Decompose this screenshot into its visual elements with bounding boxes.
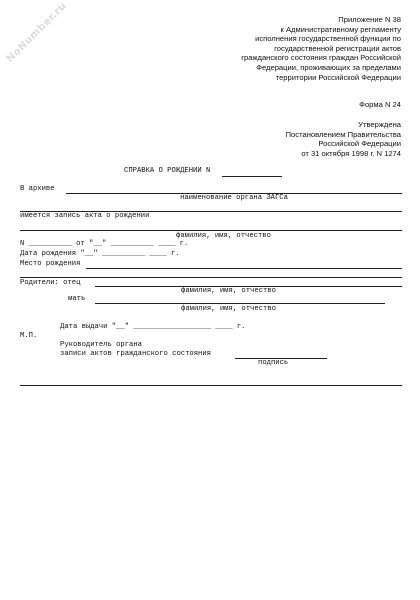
record-number-row: N __________ от "__" __________ ____ г. <box>20 240 189 248</box>
birth-place-line-2 <box>20 277 402 278</box>
name-line <box>20 230 402 231</box>
certificate-title: СПРАВКА О РОЖДЕНИИ N <box>124 167 211 175</box>
head-line-1: Руководитель органа <box>60 341 142 349</box>
father-caption: фамилия, имя, отчество <box>181 287 276 295</box>
form-number: Форма N 24 <box>359 100 401 109</box>
certificate-number-line <box>222 176 282 177</box>
archive-label: В архиве <box>20 185 55 193</box>
mother-line <box>95 303 385 304</box>
mother-caption: фамилия, имя, отчество <box>181 305 276 313</box>
bottom-rule <box>20 385 402 386</box>
archive-caption: наименование органа ЗАГСа <box>180 194 288 202</box>
approval-line: от 31 октября 1998 г. N 1274 <box>301 148 401 158</box>
appendix-line: к Административному регламенту <box>280 24 401 34</box>
appendix-line: Федерации, проживающих за пределами <box>256 62 401 72</box>
appendix-line: Приложение N 38 <box>338 15 401 24</box>
seal-label: М.П. <box>20 332 38 340</box>
approval-line: Утверждена <box>358 120 401 129</box>
appendix-block <box>241 15 401 82</box>
watermark: NoNumber.ru <box>4 0 70 65</box>
record-text: имеется запись акта о рождении <box>20 212 150 220</box>
appendix-line: гражданского состояния граждан Российской <box>241 53 401 63</box>
parents-label: Родители: отец <box>20 279 81 287</box>
approval-line: Российской Федерации <box>318 139 401 149</box>
birth-date-row: Дата рождения "__" __________ ____ г. <box>20 250 180 258</box>
appendix-line: территории Российской Федерации <box>275 72 401 82</box>
signature-caption: подпись <box>258 359 289 367</box>
mother-label: мать <box>68 295 86 303</box>
appendix-line: государственной регистрации актов <box>274 43 401 53</box>
name-caption: фамилия, имя, отчество <box>176 232 271 240</box>
head-line-2: записи актов гражданского состояния <box>60 350 211 358</box>
issue-date-row: Дата выдачи "__" __________________ ____ г. <box>60 323 246 331</box>
approval-line: Постановлением Правительства <box>285 129 401 139</box>
appendix-line: исполнения государственной функции по <box>255 34 401 44</box>
birth-place-line <box>86 268 402 269</box>
birth-place-label: Место рождения <box>20 260 81 268</box>
approval-block <box>286 120 401 158</box>
